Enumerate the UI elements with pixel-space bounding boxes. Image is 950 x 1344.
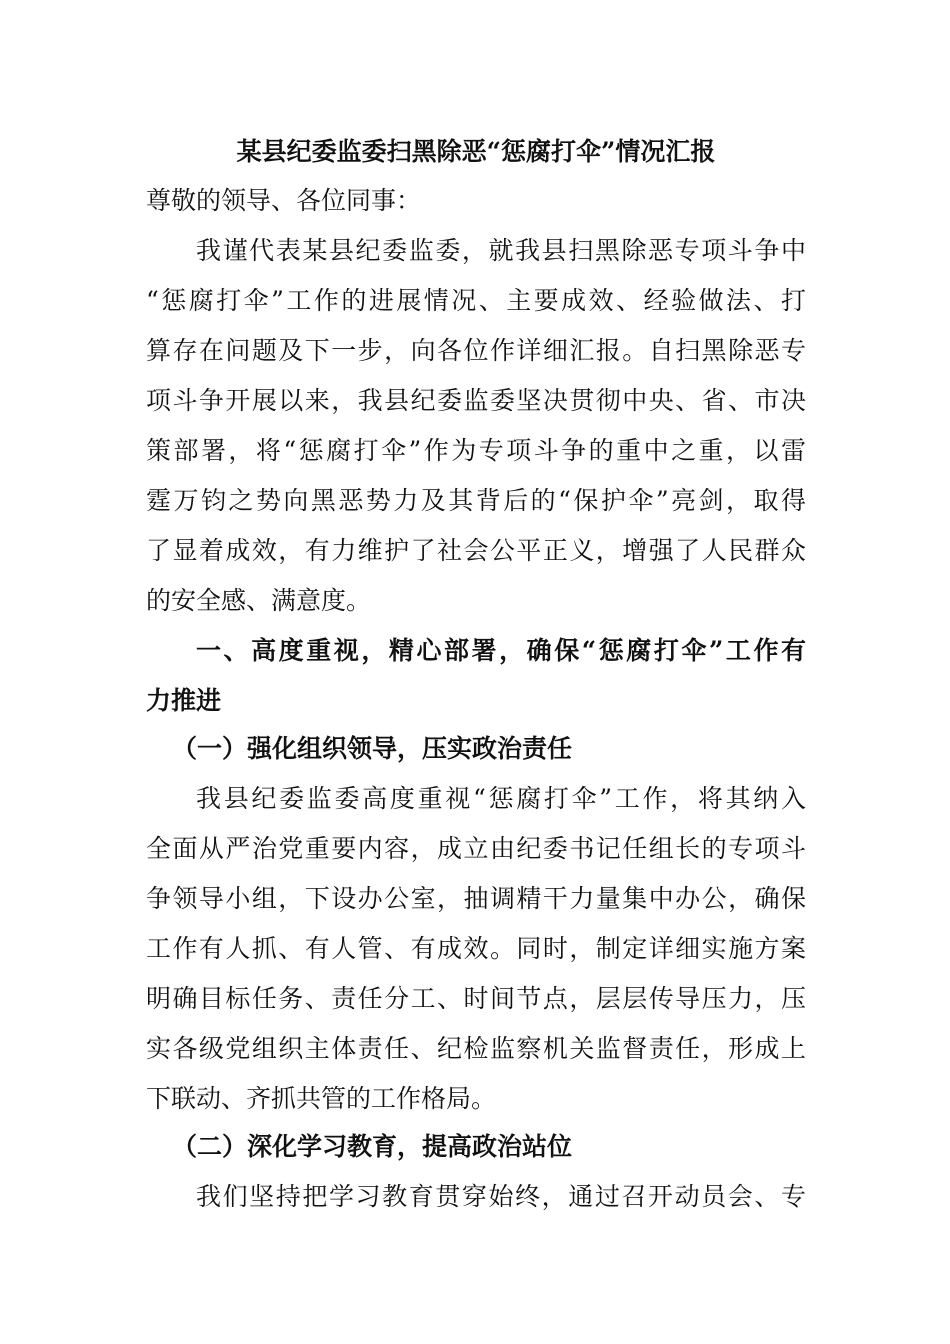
intro-line-8: 的安全感、满意度。 <box>146 586 372 615</box>
sub1-line-2: 全面从严治党重要内容，成立由纪委书记任组长的专项斗 <box>146 834 806 863</box>
document-title: 某县纪委监委扫黑除恶“惩腐打伞”情况汇报 <box>236 137 716 166</box>
intro-line-3: 算存在问题及下一步，向各位作详细汇报。自扫黑除恶专 <box>146 336 806 365</box>
section1-heading-line-1: 一、高度重视，精心部署，确保“惩腐打伞”工作有 <box>196 636 806 665</box>
intro-line-5: 策部署，将“惩腐打伞”作为专项斗争的重中之重，以雷 <box>146 436 806 465</box>
sub1-line-3: 争领导小组，下设办公室，抽调精干力量集中办公，确保 <box>146 884 806 913</box>
section1-heading-line-2: 力推进 <box>146 686 222 715</box>
sub1-line-4: 工作有人抓、有人管、有成效。同时，制定详细实施方案 <box>146 934 806 963</box>
intro-line-6: 霆万钧之势向黑恶势力及其背后的“保护伞”亮剑，取得 <box>146 486 806 515</box>
intro-line-7: 了显着成效，有力维护了社会公平正义，增强了人民群众 <box>146 536 806 565</box>
subsection1-heading: （一）强化组织领导，压实政治责任 <box>172 734 573 763</box>
sub2-line-1: 我们坚持把学习教育贯穿始终，通过召开动员会、专 <box>196 1182 806 1211</box>
sub1-line-5: 明确目标任务、责任分工、时间节点，层层传导压力，压 <box>146 984 806 1013</box>
intro-line-1: 我谨代表某县纪委监委，就我县扫黑除恶专项斗争中 <box>196 236 806 265</box>
sub1-line-1: 我县纪委监委高度重视“惩腐打伞”工作，将其纳入 <box>196 784 806 813</box>
salutation: 尊敬的领导、各位同事： <box>146 186 422 215</box>
sub1-line-7: 下联动、齐抓共管的工作格局。 <box>146 1084 497 1113</box>
subsection2-heading: （二）深化学习教育，提高政治站位 <box>172 1132 573 1161</box>
intro-line-4: 项斗争开展以来，我县纪委监委坚决贯彻中央、省、市决 <box>146 386 806 415</box>
intro-line-2: “惩腐打伞”工作的进展情况、主要成效、经验做法、打 <box>146 286 806 315</box>
sub1-line-6: 实各级党组织主体责任、纪检监察机关监督责任，形成上 <box>146 1034 806 1063</box>
